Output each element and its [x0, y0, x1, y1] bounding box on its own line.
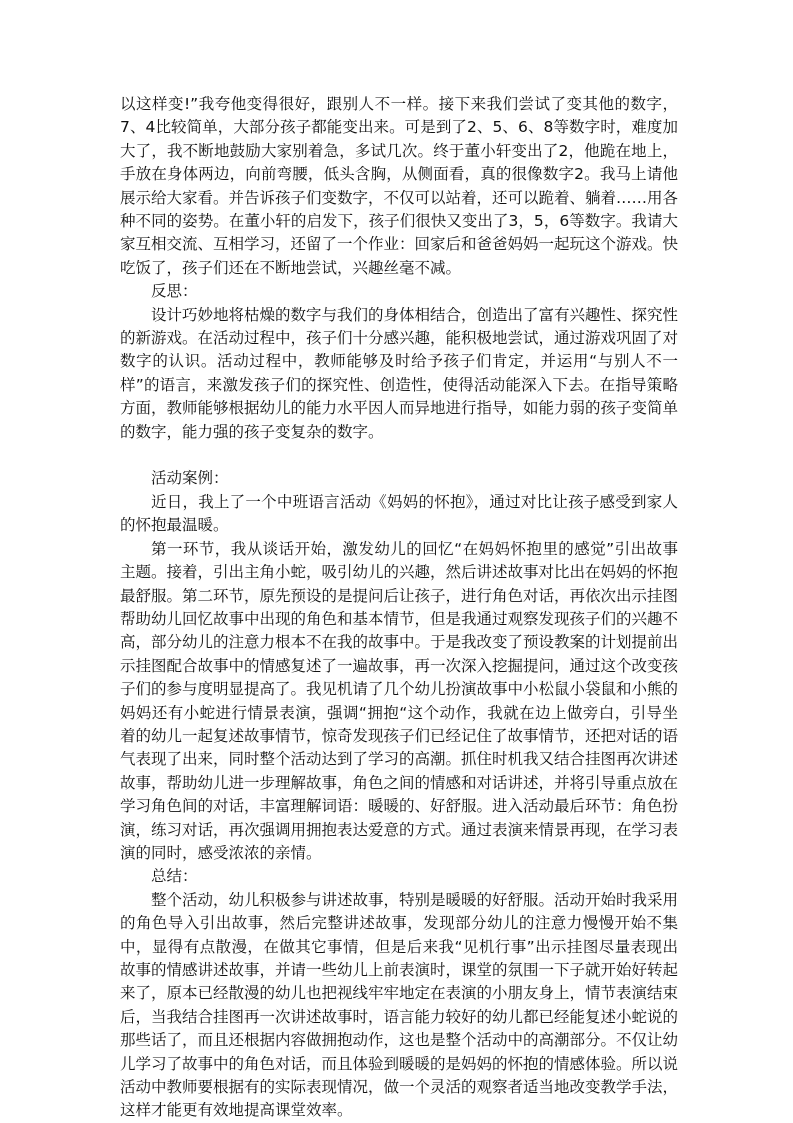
- summary-heading: 总结：: [151, 867, 198, 886]
- case-paragraph-process: 第一环节，我从谈话开始，激发幼儿的回忆“在妈妈怀抱里的感觉”引出故事主题。接着，引出主角小蛇，吸引幼儿的兴趣，然后讲述故事对比出在妈妈的怀抱最舒服。第二环节，原先预设的是提问后让孩子，进行角色对话，再依次出示挂图帮助幼儿回忆故事中出现的角色和基本情节，但是我通过观察发现孩子们的兴趣不高，部分幼儿的注意力根本不在我的故事中。于是我改变了预设教案的计划提前出示挂图配合故事中的情感复述了一遍故事，再一次深入挖掘提问，通过这个改变孩子们的参与度明显提高了。我见机请了几个幼儿扮演故事中小松鼠小袋鼠和小熊的妈妈还有小蛇进行情景表演，强调“拥抱“这个动作，我就在边上做旁白，引导坐着的幼儿一起复述故事情节，惊奇发现孩子们已经记住了故事情节，还把对话的语气表现了出来，同时整个活动达到了学习的高潮。抓住时机我又结合挂图再次讲述故事，帮助幼儿进一步理解故事，角色之间的情感和对话讲述，并将引导重点放在学习角色间的对话，丰富理解词语：暖暖的、好舒服。进入活动最后环节：角色扮演，练习对话，再次强调用拥抱表达爱意的方式。通过表演来情景再现，在学习表演的同时，感受浓浓的亲情。: [120, 539, 679, 862]
- reflection-heading: 反思：: [151, 282, 198, 301]
- blank-line: [120, 444, 678, 467]
- case-paragraph-intro: 近日，我上了一个中班语言活动《妈妈的怀抱》，通过对比让孩子感受到家人的怀抱最温暖。: [120, 492, 678, 535]
- reflection-paragraph: 设计巧妙地将枯燥的数字与我们的身体相结合，创造出了富有兴趣性、探究性的新游戏。在活动过程中，孩子们十分感兴趣，能积极地尝试，通过游戏巩固了对数字的认识。活动过程中，教师能够及时给予孩子们肯定，并运用“与别人不一样”的语言，来激发孩子们的探究性、创造性，使得活动能深入下去。在指导策略方面，教师能够根据幼儿的能力水平因人而异地进行指导，如能力弱的孩子变简单的数字，能力强的孩子变复杂的数字。: [120, 305, 679, 441]
- summary-paragraph: 整个活动，幼儿积极参与讲述故事，特别是暖暖的好舒服。活动开始时我采用的角色导入引出故事，然后完整讲述故事，发现部分幼儿的注意力慢慢开始不集中，显得有点散漫，在做其它事情，但是后来我“见机行事”出示挂图尽量表现出故事的情感讲述故事，并请一些幼儿上前表演时，课堂的氛围一下子就开始好转起来了，原本已经散漫的幼儿也把视线牢牢地定在表演的小朋友身上，情节表演结束后，当我结合挂图再一次讲述故事时，语言能力较好的幼儿都已经能复述小蛇说的那些话了，而且还根据内容做拥抱动作，这也是整个活动中的高潮部分。不仅让幼儿学习了故事中的角色对话，而且体验到暖暖的是妈妈的怀抱的情感体验。所以说活动中教师要根据有的实际表现情况，做一个灵活的观察者适当地改变教学手法，这样才能更有效地提高课堂效率。: [120, 890, 679, 1120]
- document-body: [120, 93, 678, 1123]
- case-heading: 活动案例：: [151, 469, 229, 488]
- intro-paragraph: 以这样变!”我夸他变得很好，跟别人不一样。接下来我们尝试了变其他的数字，7、4比较简单，大部分孩子都能变出来。可是到了2、5、6、8等数字时，难度加大了，我不断地鼓励大家别着急，多试几次。终于董小轩变出了2，他跪在地上，手放在身体两边，向前弯腰，低头含胸，从侧面看，真的很像数字2。我马上请他展示给大家看。并告诉孩子们变数字，不仅可以站着，还可以跪着、躺着……用各种不同的姿势。在董小轩的启发下，孩子们很快又变出了3，5，6等数字。我请大家互相交流、互相学习，还留了一个作业：回家后和爸爸妈妈一起玩这个游戏。快吃饭了，孩子们还在不断地尝试，兴趣丝毫不减。: [120, 95, 679, 277]
